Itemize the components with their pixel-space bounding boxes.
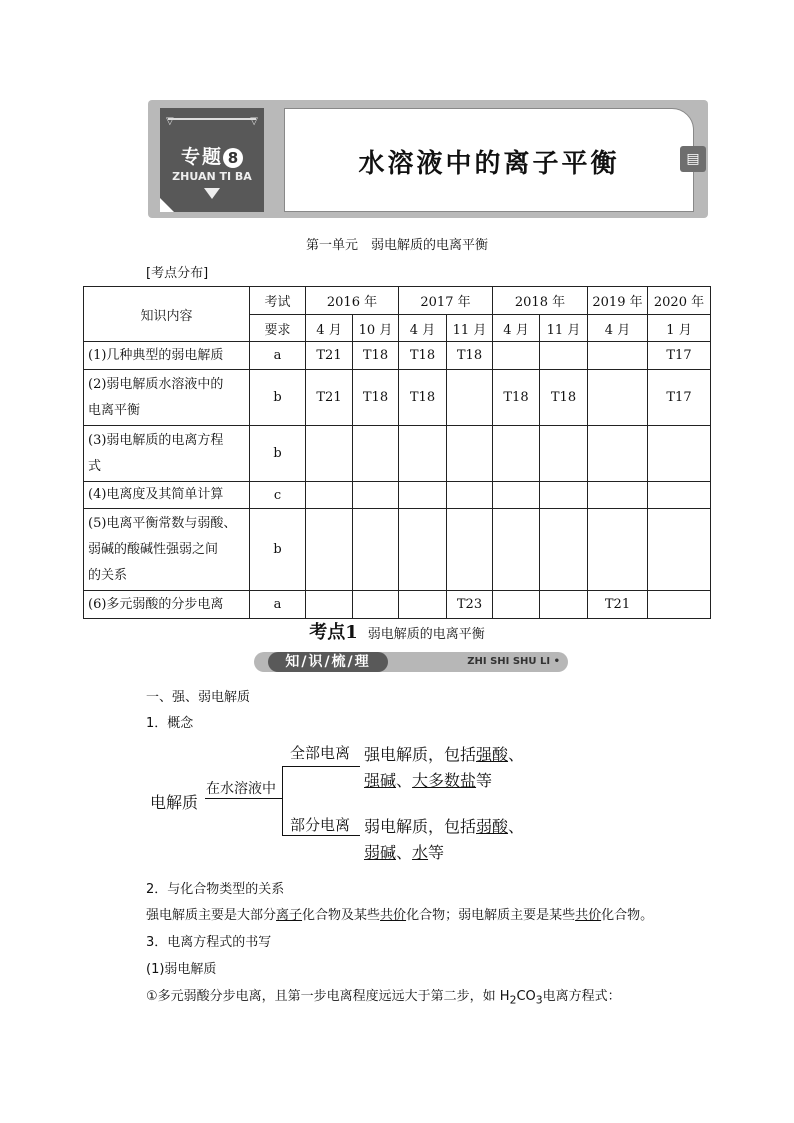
chapter-title: 水溶液中的离子平衡: [358, 149, 620, 179]
exam-cell: [493, 342, 540, 370]
exam-cell: T18: [353, 370, 399, 426]
book-search-icon: ▤: [680, 146, 706, 172]
heading-1-2: 2．与化合物类型的关系: [146, 882, 285, 897]
req-cell: b: [250, 426, 306, 482]
req-cell: c: [250, 482, 306, 509]
exam-cell: [306, 482, 353, 509]
relation-paragraph: 强电解质主要是大部分离子化合物及某些共价化合物；弱电解质主要是某些共价化合物。: [146, 908, 654, 923]
badge-label: 专题 8: [170, 142, 254, 169]
exam-cell: [588, 370, 648, 426]
kaodian-heading: [0, 618, 794, 644]
exam-cell: [399, 482, 447, 509]
diagram-root: 电解质: [150, 793, 199, 812]
exam-cell: [399, 591, 447, 619]
heading-1-1: 1．概念: [146, 716, 194, 731]
section-tag: [考点分布]: [146, 266, 209, 281]
exam-cell: [447, 370, 493, 426]
exam-cell: T18: [399, 342, 447, 370]
exam-cell: [447, 509, 493, 591]
table-row: [84, 370, 711, 426]
exam-cell: [493, 591, 540, 619]
exam-cell: T17: [648, 342, 711, 370]
exam-cell: [540, 426, 588, 482]
title-panel: [284, 108, 694, 212]
header-year: 2020 年: [648, 287, 711, 315]
exam-cell: T18: [353, 342, 399, 370]
table-row: [84, 342, 711, 370]
exam-cell: [447, 426, 493, 482]
req-cell: a: [250, 591, 306, 619]
diagram-branch-2: 部分电离: [290, 816, 351, 834]
heading-1-3: 3．电离方程式的书写: [146, 935, 272, 950]
exam-cell: T18: [540, 370, 588, 426]
exam-cell: T17: [648, 370, 711, 426]
header-month: 4 月: [588, 315, 648, 342]
req-cell: b: [250, 509, 306, 591]
table-row: [84, 482, 711, 509]
diagram-weak-line-1: 弱电解质，包括弱酸、: [364, 817, 525, 836]
diagram-strong-line-2: 强碱、大多数盐等: [364, 771, 493, 790]
heading-1-3-1: (1)弱电解质: [146, 962, 217, 977]
header-month: 1 月: [648, 315, 711, 342]
knowledge-cell: (5)电离平衡常数与弱酸、 弱碱的酸碱性强弱之间 的关系: [84, 509, 250, 591]
exam-cell: [493, 482, 540, 509]
exam-cell: [399, 509, 447, 591]
diagram-condition: 在水溶液中: [206, 781, 276, 797]
knowledge-cell: (4)电离度及其简单计算: [84, 482, 250, 509]
header-month: 4 月: [399, 315, 447, 342]
exam-cell: T21: [588, 591, 648, 619]
exam-cell: [447, 482, 493, 509]
badge-fold: [160, 198, 174, 212]
exam-cell: [353, 509, 399, 591]
header-req-1: 考试: [250, 287, 306, 315]
badge-decor-right: ▽: [250, 116, 258, 127]
exam-cell: [588, 342, 648, 370]
exam-cell: T18: [399, 370, 447, 426]
exam-cell: [399, 426, 447, 482]
knowledge-cell: (6)多元弱酸的分步电离: [84, 591, 250, 619]
exam-cell: T21: [306, 370, 353, 426]
exam-cell: [648, 509, 711, 591]
req-cell: b: [250, 370, 306, 426]
header-month: 10 月: [353, 315, 399, 342]
diagram-line: [205, 798, 282, 799]
exam-cell: T21: [306, 342, 353, 370]
diagram-line: [282, 766, 283, 836]
exam-cell: [306, 426, 353, 482]
exam-cell: [353, 426, 399, 482]
diagram-branch-1: 全部电离: [290, 744, 351, 762]
exam-cell: [540, 591, 588, 619]
exam-cell: [306, 591, 353, 619]
exam-cell: T18: [447, 342, 493, 370]
kaodian-number: 1: [345, 622, 358, 643]
exam-cell: [648, 426, 711, 482]
req-cell: a: [250, 342, 306, 370]
exam-cell: T18: [493, 370, 540, 426]
knowledge-cell: (2)弱电解质水溶液中的 电离平衡: [84, 370, 250, 426]
knowledge-cell: (1)几种典型的弱电解质: [84, 342, 250, 370]
exam-cell: [540, 342, 588, 370]
header-month: 4 月: [306, 315, 353, 342]
unit-title: 第一单元 弱电解质的电离平衡: [305, 238, 488, 253]
paragraph-1: ①多元弱酸分步电离，且第一步电离程度远远大于第二步，如 $H_2CO_3$电离方程式：: [146, 989, 621, 1007]
table-row: [84, 426, 711, 482]
kaodian-title: 弱电解质的电离平衡: [367, 627, 485, 642]
exam-cell: [540, 509, 588, 591]
badge-sub: ZHUAN TI BA: [172, 170, 252, 183]
exam-cell: [648, 482, 711, 509]
header-year: 2017 年: [399, 287, 493, 315]
exam-cell: [588, 426, 648, 482]
badge-decor-line: [168, 118, 256, 120]
kaodian-label: 考点: [309, 622, 346, 643]
exam-cell: [493, 509, 540, 591]
table-row: [84, 591, 711, 619]
badge-triangle-icon: [204, 188, 220, 199]
header-req-2: 要求: [250, 315, 306, 342]
heading-1: 一、强、弱电解质: [146, 690, 251, 705]
header-month: 4 月: [493, 315, 540, 342]
diagram-line: [282, 766, 360, 767]
exam-cell: [306, 509, 353, 591]
header-month: 11 月: [447, 315, 493, 342]
header-knowledge: 知识内容: [84, 287, 250, 342]
knowledge-cell: (3)弱电解质的电离方程 式: [84, 426, 250, 482]
knowledge-bar-en: ZHI SHI SHU LI •: [467, 656, 560, 667]
table-row: [84, 509, 711, 591]
badge-decor-left: ▽: [166, 116, 174, 127]
exam-cell: [353, 482, 399, 509]
badge-number: 8: [223, 148, 243, 168]
diagram-weak-line-2: 弱碱、水等: [364, 843, 445, 862]
exam-cell: [493, 426, 540, 482]
exam-cell: [588, 509, 648, 591]
exam-cell: [353, 591, 399, 619]
exam-cell: T23: [447, 591, 493, 619]
header-year: 2016 年: [306, 287, 399, 315]
exam-cell: [540, 482, 588, 509]
header-year: 2019 年: [588, 287, 648, 315]
diagram-strong-line-1: 强电解质，包括强酸、: [364, 745, 525, 764]
diagram-line: [282, 835, 360, 836]
exam-distribution-table: [83, 286, 711, 619]
exam-cell: [588, 482, 648, 509]
knowledge-bar-label: 知/识/梳/理: [268, 652, 388, 672]
header-year: 2018 年: [493, 287, 588, 315]
knowledge-bar: [254, 652, 568, 672]
topic-badge: [160, 108, 264, 212]
exam-cell: [648, 591, 711, 619]
header-month: 11 月: [540, 315, 588, 342]
